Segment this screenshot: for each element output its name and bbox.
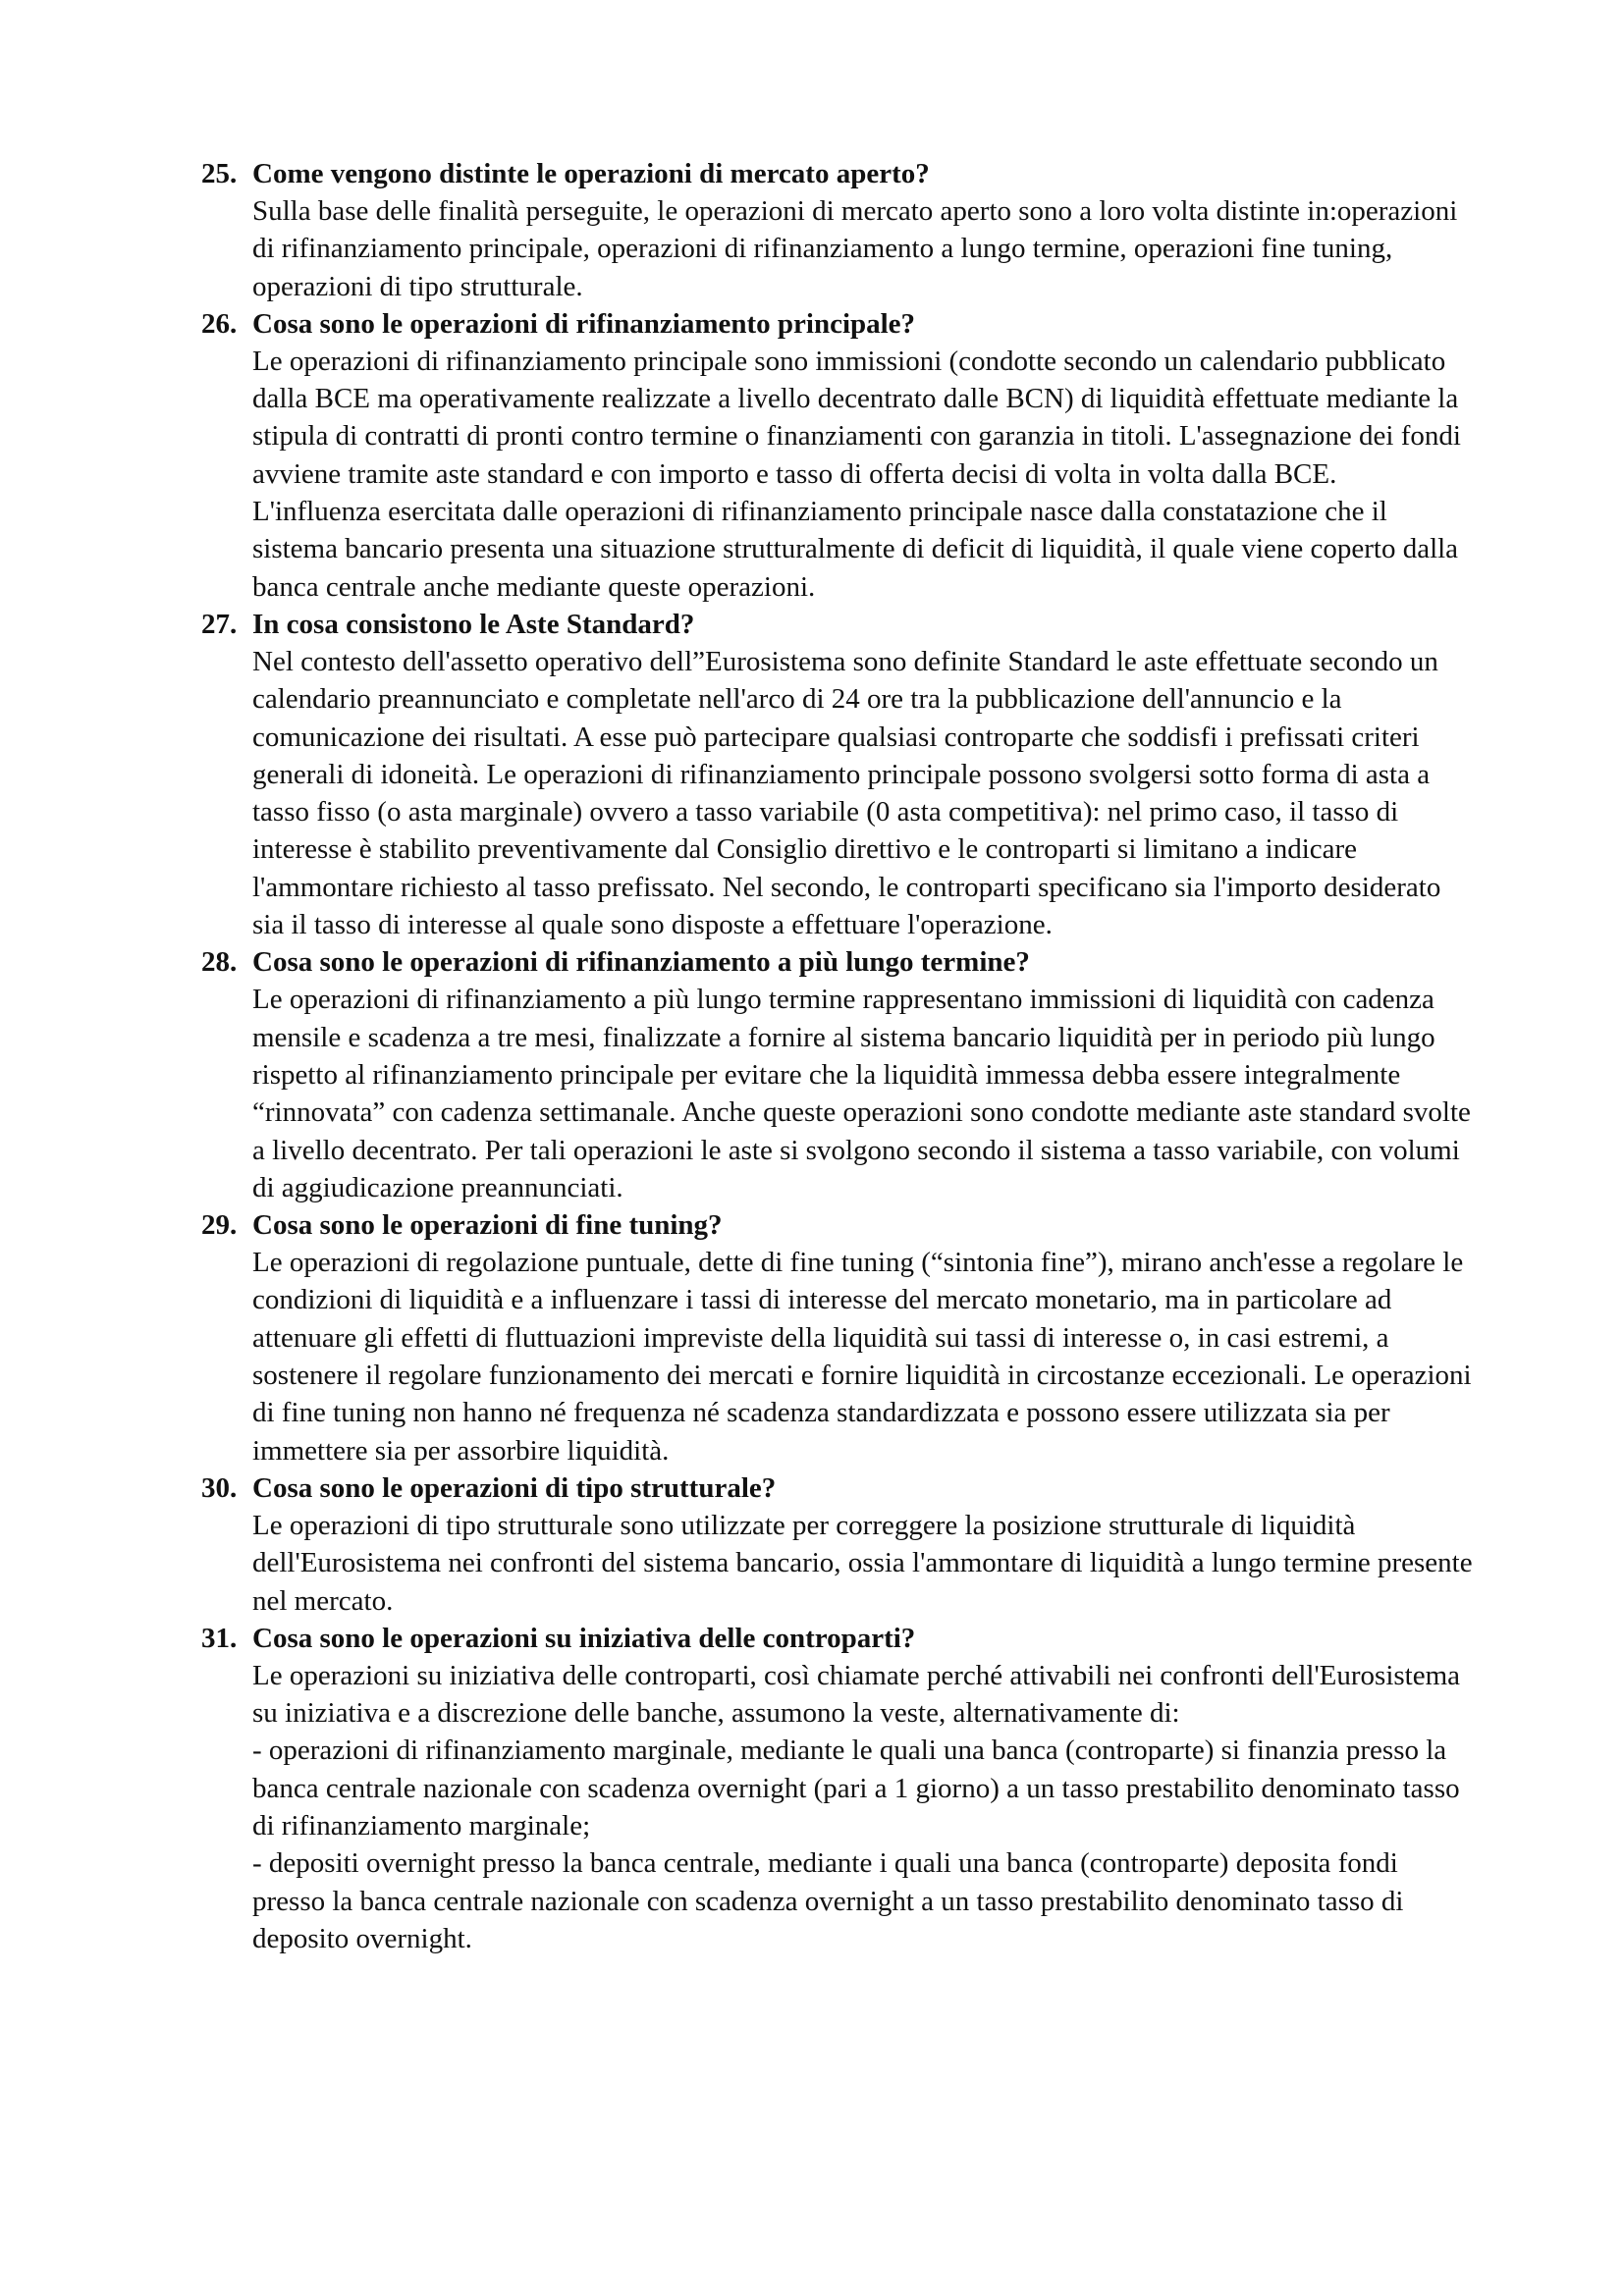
item-number: 31. [201,1622,238,1654]
answer-paragraph: Le operazioni di rifinanziamento a più lungo termine rappresentano immissioni di liquidità con cadenza mensile e scadenza a tre mesi, finalizzate a fornire al sistema bancario liquidità per in periodo più lungo rispetto al rifinanziamento principale per evitare che la liquidità immessa debba essere integralmente “rinnovata” con cadenza settimanale. Anche queste operazioni sono condotte mediante aste standard svolte a livello decentrato. Per tali operazioni le aste si svolgono secondo il sistema a tasso variabile, con volumi di aggiudicazione preannunciati. [252,984,1471,1203]
question-heading: Cosa sono le operazioni di tipo strutturale? [252,1471,777,1504]
faq-item-30 [201,1469,1478,1620]
answer-paragraph: Nel contesto dell'assetto operativo dell”Eurosistema sono definite Standard le aste effettuate secondo un calendario preannunciato e completate nell'arco di 24 ore tra la pubblicazione dell'annuncio e la comunicazione dei risultati. A esse può partecipare qualsiasi controparte che soddisfi i prefissati criteri generali di idoneità. Le operazioni di rifinanziamento principale possono svolgersi sotto forma di asta a tasso fisso (o asta marginale) ovvero a tasso variabile (0 asta competitiva): nel primo caso, il tasso di interesse è stabilito preventivamente dal Consiglio direttivo e le controparti si limitano a indicare l'ammontare richiesto al tasso prefissato. Nel secondo, le controparti specificano sia l'importo desiderato sia il tasso di interesse al quale sono disposte a effettuare l'operazione. [252,645,1441,941]
item-number: 25. [201,158,238,189]
question-heading: Cosa sono le operazioni di rifinanziamento a più lungo termine? [252,946,1030,979]
answer-paragraph: - depositi overnight presso la banca centrale, mediante i quali una banca (controparte) deposita fondi presso la banca centrale nazionale con scadenza overnight a un tasso prestabilito denominato tasso di deposito overnight. [252,1847,1404,1954]
item-number: 26. [201,307,238,340]
item-number: 30. [201,1471,238,1504]
answer-text [252,1244,1478,1469]
answer-text [252,343,1478,606]
item-number: 29. [201,1209,238,1242]
faq-item-29 [201,1206,1478,1469]
answer-text [252,981,1478,1206]
answer-paragraph: Le operazioni di rifinanziamento principale sono immissioni (condotte secondo un calendario pubblicato dalla BCE ma operativamente realizzate a livello decentrato dalle BCN) di liquidità effettuate mediante la stipula di contratti di pronti contro termine o finanziamenti con garanzia in titoli. L'assegnazione dei fondi avviene tramite aste standard e con importo e tasso di offerta decisi di volta in volta dalla BCE. [252,345,1461,490]
faq-list [201,155,1478,1957]
faq-item-26 [201,305,1478,606]
item-number: 28. [201,946,238,979]
question-heading: Cosa sono le operazioni su iniziativa delle controparti? [252,1622,916,1654]
faq-item-27 [201,606,1478,943]
question-heading: Cosa sono le operazioni di fine tuning? [252,1209,723,1242]
answer-paragraph: - operazioni di rifinanziamento marginale, mediante le quali una banca (controparte) si finanzia presso la banca centrale nazionale con scadenza overnight (pari a 1 giorno) a un tasso prestabilito denominato tasso di rifinanziamento marginale; [252,1735,1460,1842]
answer-paragraph: Sulla base delle finalità perseguite, le operazioni di mercato aperto sono a loro volta distinte in:operazioni di rifinanziamento principale, operazioni di rifinanziamento a lungo termine, operazioni fine tuning, operazioni di tipo strutturale. [252,195,1458,302]
answer-paragraph: Le operazioni di tipo strutturale sono utilizzate per correggere la posizione strutturale di liquidità dell'Eurosistema nei confronti del sistema bancario, ossia l'ammontare di liquidità a lungo termine presente nel mercato. [252,1509,1473,1617]
answer-text [252,192,1478,305]
question-heading: Cosa sono le operazioni di rifinanziamento principale? [252,307,916,340]
faq-item-28 [201,943,1478,1206]
item-number: 27. [201,608,238,640]
answer-text [252,643,1478,943]
answer-paragraph: L'influenza esercitata dalle operazioni di rifinanziamento principale nasce dalla constatazione che il sistema bancario presenta una situazione strutturalmente di deficit di liquidità, il quale viene coperto dalla banca centrale anche mediante queste operazioni. [252,496,1459,603]
faq-item-31 [201,1620,1478,1957]
answer-text [252,1507,1478,1620]
faq-item-25 [201,155,1478,305]
answer-paragraph: Le operazioni di regolazione puntuale, dette di fine tuning (“sintonia fine”), mirano anch'esse a regolare le condizioni di liquidità e a influenzare i tassi di interesse del mercato monetario, ma in particolare ad attenuare gli effetti di fluttuazioni impreviste della liquidità sui tassi di interesse o, in casi estremi, a sostenere il regolare funzionamento dei mercati e fornire liquidità in circostanze eccezionali. Le operazioni di fine tuning non hanno né frequenza né scadenza standardizzata e possono essere utilizzata sia per immettere sia per assorbire liquidità. [252,1247,1472,1467]
answer-text [252,1657,1478,1957]
answer-paragraph: Le operazioni su iniziativa delle controparti, così chiamate perché attivabili nei confronti dell'Eurosistema su iniziativa e a discrezione delle banche, assumono la veste, alternativamente di: [252,1659,1461,1730]
question-heading: In cosa consistono le Aste Standard? [252,608,695,640]
question-heading: Come vengono distinte le operazioni di mercato aperto? [252,158,930,189]
